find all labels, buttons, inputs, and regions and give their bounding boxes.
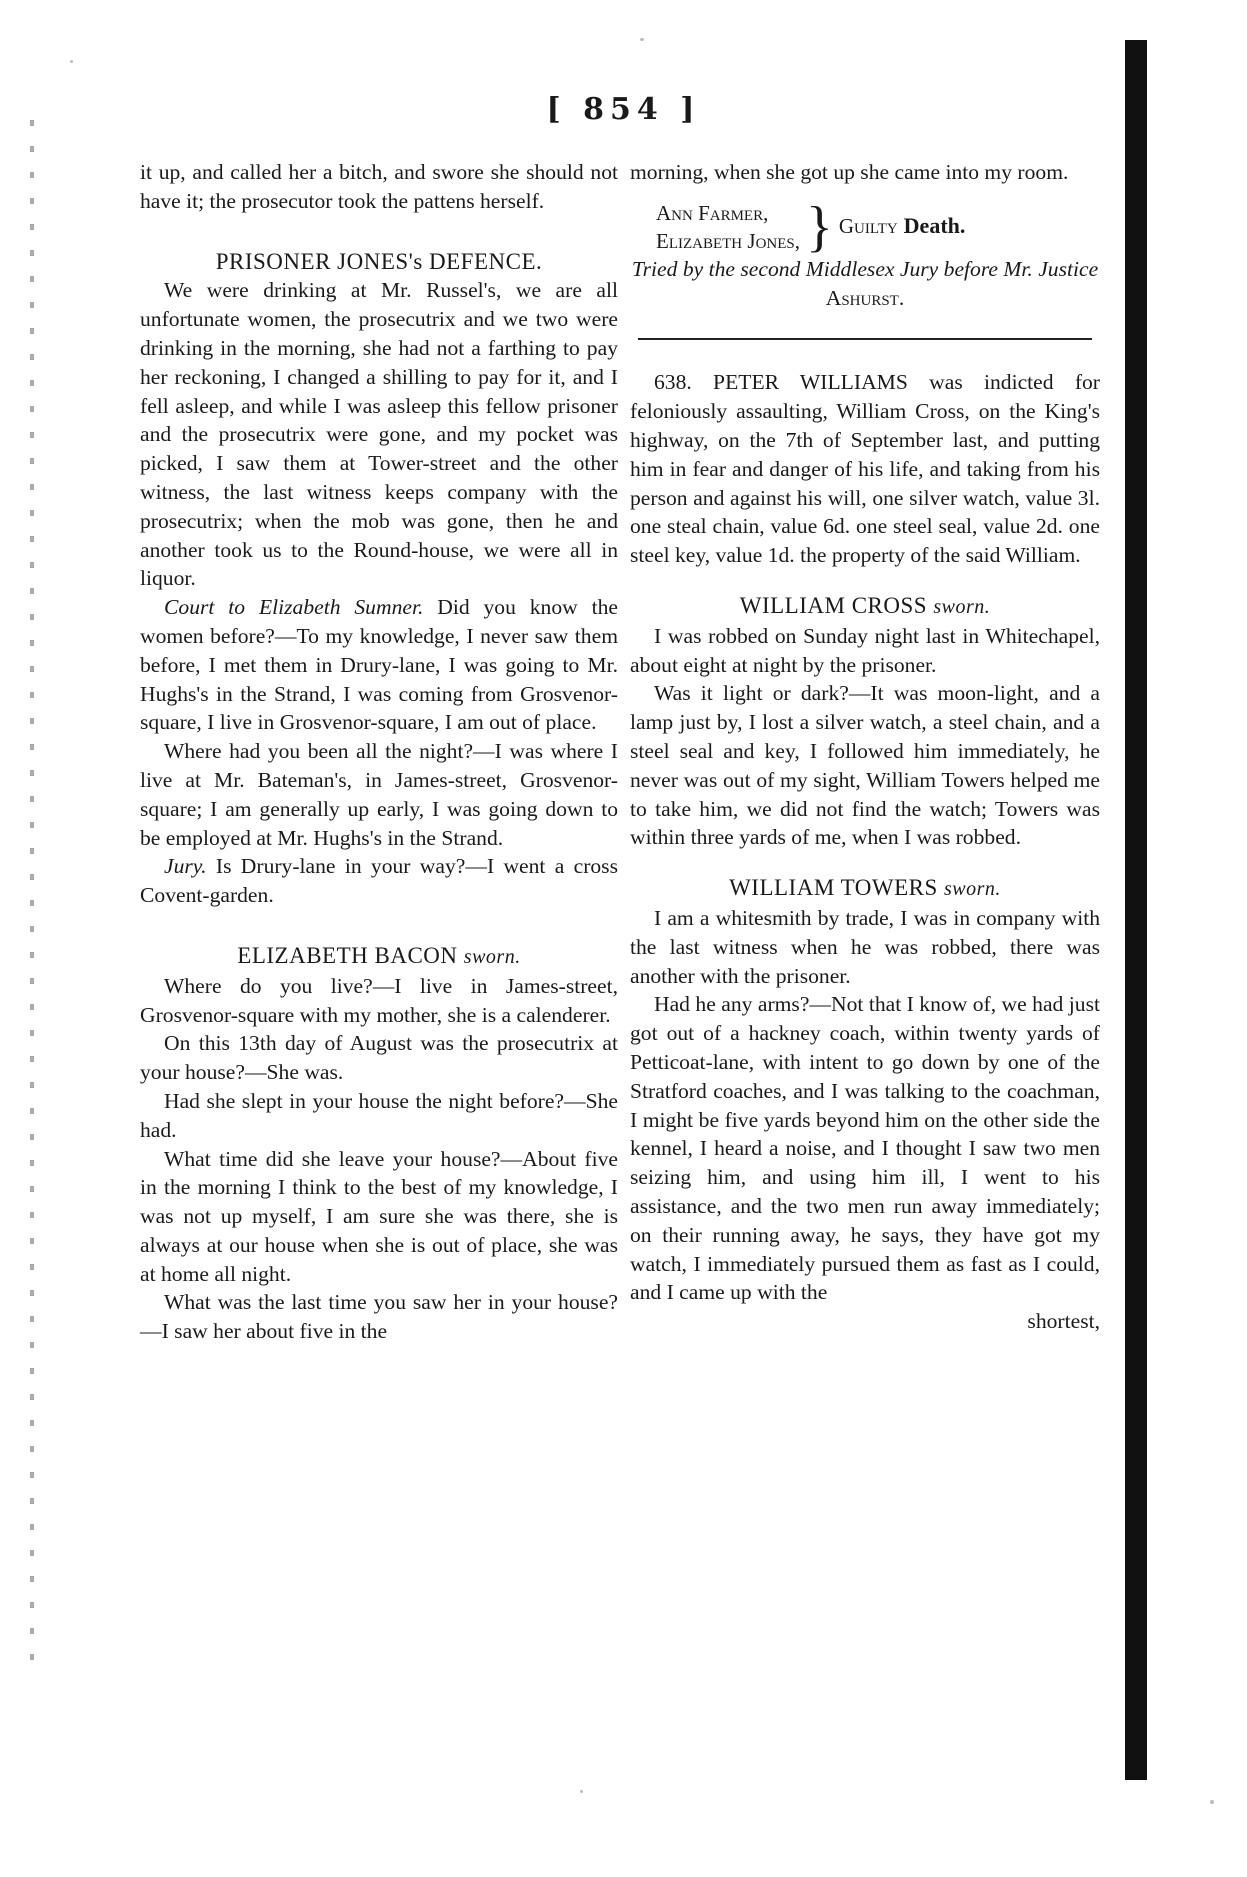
page-edge-shadow	[1125, 40, 1147, 1780]
paragraph: it up, and called her a bitch, and swore she should not have it; the prosecutor took the pattens herself.	[140, 160, 618, 213]
paragraph: I was robbed on Sunday night last in Whitechapel, about eight at night by the prisoner.	[630, 623, 1100, 677]
verdict-sentence: Death.	[903, 213, 966, 239]
paragraph: Where had you been all the night?—I was where I live at Mr. Bateman's, in James-street, Grosvenor-square; I am generally up early, I was going down to be employed at Mr. Hughs's in the Strand.	[140, 739, 618, 850]
tried-note	[630, 255, 1100, 313]
sworn-label: sworn.	[944, 878, 1001, 901]
paper-speck	[580, 1790, 583, 1793]
paragraph	[140, 593, 618, 737]
witness-name: WILLIAM CROSS	[739, 592, 928, 618]
witness-name: ELIZABETH BACON	[237, 942, 458, 968]
sworn-label: sworn.	[933, 595, 991, 618]
paragraph	[140, 852, 618, 910]
paper-speck	[640, 38, 644, 41]
page-number: [ 854 ]	[546, 92, 701, 127]
defendant-names	[656, 199, 800, 255]
paragraph: We were drinking at Mr. Russel's, we are all unfortunate women, the prosecutrix and we two were drinking in the morning, she had not a farthing to pay her reckoning, I changed a shilling to pay for it, and I fell asleep, and while I was asleep this fellow prisoner and the prosecutrix were gone, and my pocket was picked, I saw them at Tower-street and the other witness, the last witness keeps company with the prosecutrix; when the mob was gone, then he and another took us to the Round-house, we were all in liquor.	[140, 278, 618, 591]
paragraph: Had she slept in your house the night before?—She had.	[140, 1088, 618, 1142]
paragraph: Had he any arms?—Not that I know of, we had just got out of a hackney coach, within twenty yards of Petticoat-lane, with intent to go down by one of the Stratford coaches, and I was talking to the coachman, I might be five yards beyond him on the other side the kennel, I heard a noise, and I thought I saw two men seizing him, and using him ill, I went to his assistance, and the two men run away immediately; on their running away, he says, they have got my watch, I immediately pursued them as fast as I could, and I came up with the	[630, 992, 1100, 1305]
section-heading: PRISONER JONES's DEFENCE.	[215, 248, 543, 274]
paragraph: I am a whitesmith by trade, I was in company with the last witness when he was robbed, there was another with the prisoner.	[630, 905, 1100, 988]
paper-speck	[1210, 1800, 1214, 1804]
paragraph: morning, when she got up she came into my room.	[630, 160, 1069, 184]
sworn-label: sworn.	[463, 945, 521, 968]
witness-heading	[140, 942, 618, 972]
tried-text: Tried by the second Middlesex Jury before Mr. Justice	[631, 256, 1099, 281]
verdict-guilty: Guilty	[838, 214, 898, 239]
verdict-block	[656, 195, 1100, 258]
paragraph-text: Did you know the women before?—To my knowledge, I never saw them before, I met them in Drury-lane, I was going to Mr. Hughs's in the Strand, I was coming from Grosvenor-square, I live in Grosvenor-square, I am out of place.	[140, 595, 618, 735]
witness-heading	[630, 592, 1100, 622]
left-column	[140, 158, 618, 1346]
catchword: shortest,	[1027, 1309, 1100, 1334]
binding-marks	[30, 120, 34, 1680]
defendant-name: Elizabeth Jones,	[656, 228, 800, 253]
paragraph-text: Is Drury-lane in your way?—I went a cross Covent-garden.	[140, 854, 618, 908]
paragraph: What was the last time you saw her in your house?—I saw her about five in the	[140, 1290, 618, 1344]
paragraph: What time did she leave your house?—About five in the morning I think to the best of my knowledge, I was not up myself, I am sure she was there, she is always at our house when she is out of place, she was at home all night.	[140, 1146, 618, 1286]
section-divider	[638, 338, 1092, 340]
witness-heading	[630, 874, 1100, 904]
paper-speck	[70, 60, 73, 63]
paragraph: On this 13th day of August was the prosecutrix at your house?—She was.	[140, 1031, 618, 1085]
defendant-name: Ann Farmer,	[656, 200, 769, 225]
speaker-label: Court to Elizabeth Sumner.	[164, 595, 424, 620]
justice-name: Ashurst.	[825, 285, 905, 310]
paragraph: Where do you live?—I live in James-street, Grosvenor-square with my mother, she is a calenderer.	[140, 973, 618, 1027]
paragraph: 638. PETER WILLIAMS was indicted for feloniously assaulting, William Cross, on the King's highway, on the 7th of September last, and putting him in fear and danger of his life, and taking from his person and against his will, one silver watch, value 3l. one steal chain, value 6d. one steel seal, value 2d. one steel key, value 1d. the property of the said William.	[630, 370, 1100, 568]
witness-name: WILLIAM TOWERS	[729, 875, 938, 901]
right-column	[630, 158, 1100, 1336]
paragraph: Was it light or dark?—It was moon-light, and a lamp just by, I lost a silver watch, a steel chain, and a steel seal and key, I followed him immediately, he never was out of my sight, William Towers helped me to take him, we did not find the watch; Towers was within three yards of me, when I was robbed.	[630, 681, 1100, 850]
brace-glyph: }	[806, 195, 833, 258]
speaker-label: Jury.	[164, 854, 207, 879]
